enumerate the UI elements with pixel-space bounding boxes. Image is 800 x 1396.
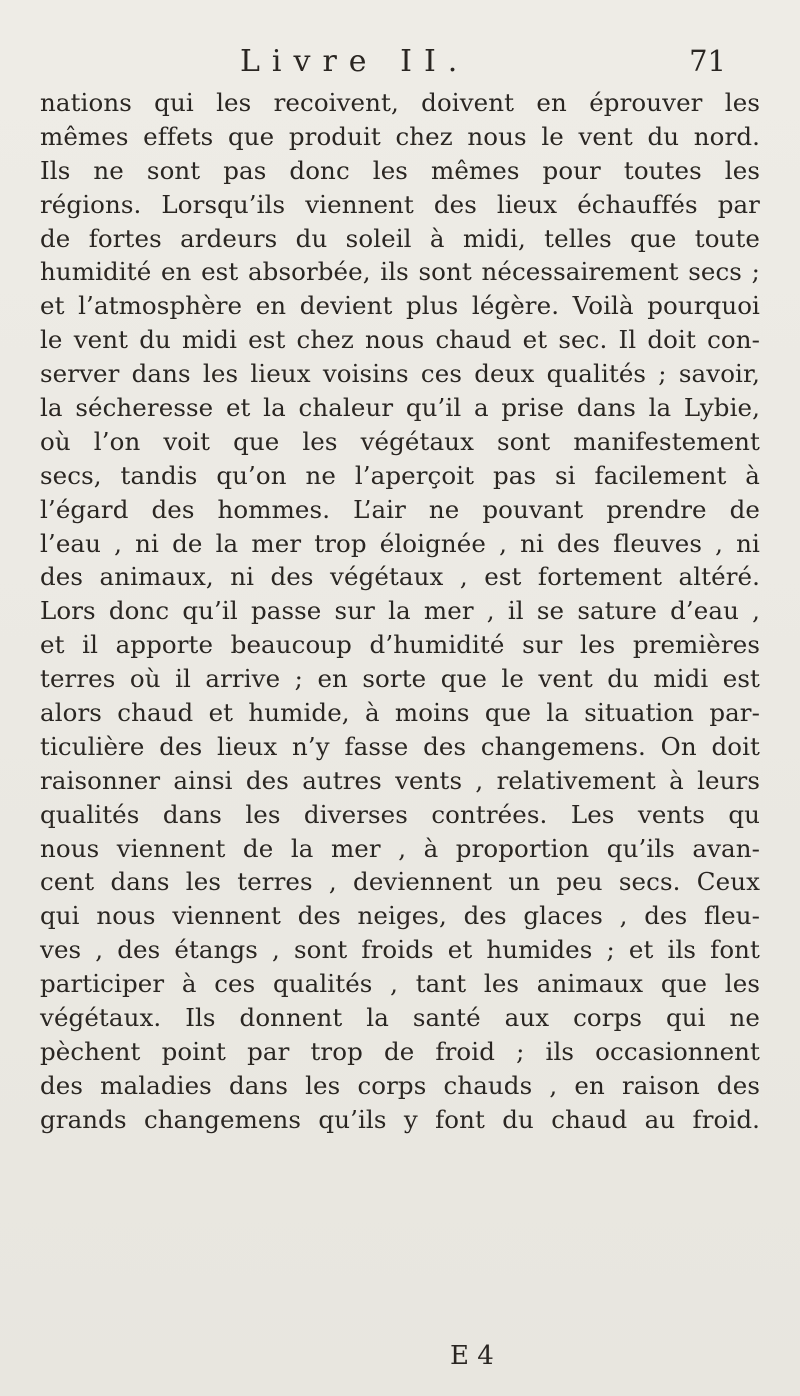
text-line: et il apporte beaucoup d’humidité sur les premières	[40, 630, 760, 660]
text-line: ticulière des lieux n’y fasse des changemens. On doit	[40, 731, 760, 761]
text-line: secs, tandis qu’on ne l’aperçoit pas si facilement à	[40, 460, 760, 490]
text-line: des maladies dans les corps chauds , en raison des	[40, 1070, 760, 1100]
text-line: Ils ne sont pas donc les mêmes pour toutes les	[40, 155, 760, 185]
text-line: régions. Lorsqu’ils viennent des lieux échauffés par	[40, 189, 760, 219]
text-line: alors chaud et humide, à moins que la situation par-	[40, 698, 760, 728]
text-line: où l’on voit que les végétaux sont manifestement	[40, 426, 760, 456]
text-line: la sécheresse et la chaleur qu’il a prise dans la Lybie,	[40, 393, 760, 423]
text-line: et l’atmosphère en devient plus légère. Voilà pourquoi	[40, 291, 760, 321]
text-line: raisonner ainsi des autres vents , relativement à leurs	[40, 765, 760, 795]
text-line: grands changemens qu’ils y font du chaud au froid.	[40, 1104, 760, 1134]
body-text	[40, 86, 760, 1137]
running-head: Livre II.	[240, 44, 470, 79]
text-line: participer à ces qualités , tant les animaux que les	[40, 969, 760, 999]
text-line: de fortes ardeurs du soleil à midi, telles que toute	[40, 223, 760, 253]
text-line: humidité en est absorbée, ils sont nécessairement secs ;	[40, 257, 760, 287]
text-line: terres où il arrive ; en sorte que le vent du midi est	[40, 664, 760, 694]
page-number: 71	[689, 44, 726, 78]
text-line: l’égard des hommes. L’air ne pouvant prendre de	[40, 494, 760, 524]
text-line: cent dans les terres , deviennent un peu secs. Ceux	[40, 867, 760, 897]
text-line: qualités dans les diverses contrées. Les vents qu	[40, 799, 760, 829]
page-header	[0, 44, 800, 84]
text-line: Lors donc qu’il passe sur la mer , il se sature d’eau ,	[40, 596, 760, 626]
text-line: le vent du midi est chez nous chaud et sec. Il doit con-	[40, 325, 760, 355]
text-line: nations qui les recoivent, doivent en éprouver les	[40, 88, 760, 117]
text-line: ves , des étangs , sont froids et humides ; et ils font	[40, 935, 760, 965]
text-line: des animaux, ni des végétaux , est fortement altéré.	[40, 562, 760, 592]
text-line: mêmes effets que produit chez nous le vent du nord.	[40, 121, 760, 151]
text-line: l’eau , ni de la mer trop éloignée , ni des fleuves , ni	[40, 528, 760, 558]
signature-mark: E 4	[450, 1341, 494, 1371]
text-line: server dans les lieux voisins ces deux qualités ; savoir,	[40, 359, 760, 389]
text-line: qui nous viennent des neiges, des glaces , des fleu-	[40, 901, 760, 931]
text-line: pèchent point par trop de froid ; ils occasionnent	[40, 1036, 760, 1066]
text-line: nous viennent de la mer , à proportion qu’ils avan-	[40, 833, 760, 863]
text-line: végétaux. Ils donnent la santé aux corps qui ne	[40, 1003, 760, 1033]
